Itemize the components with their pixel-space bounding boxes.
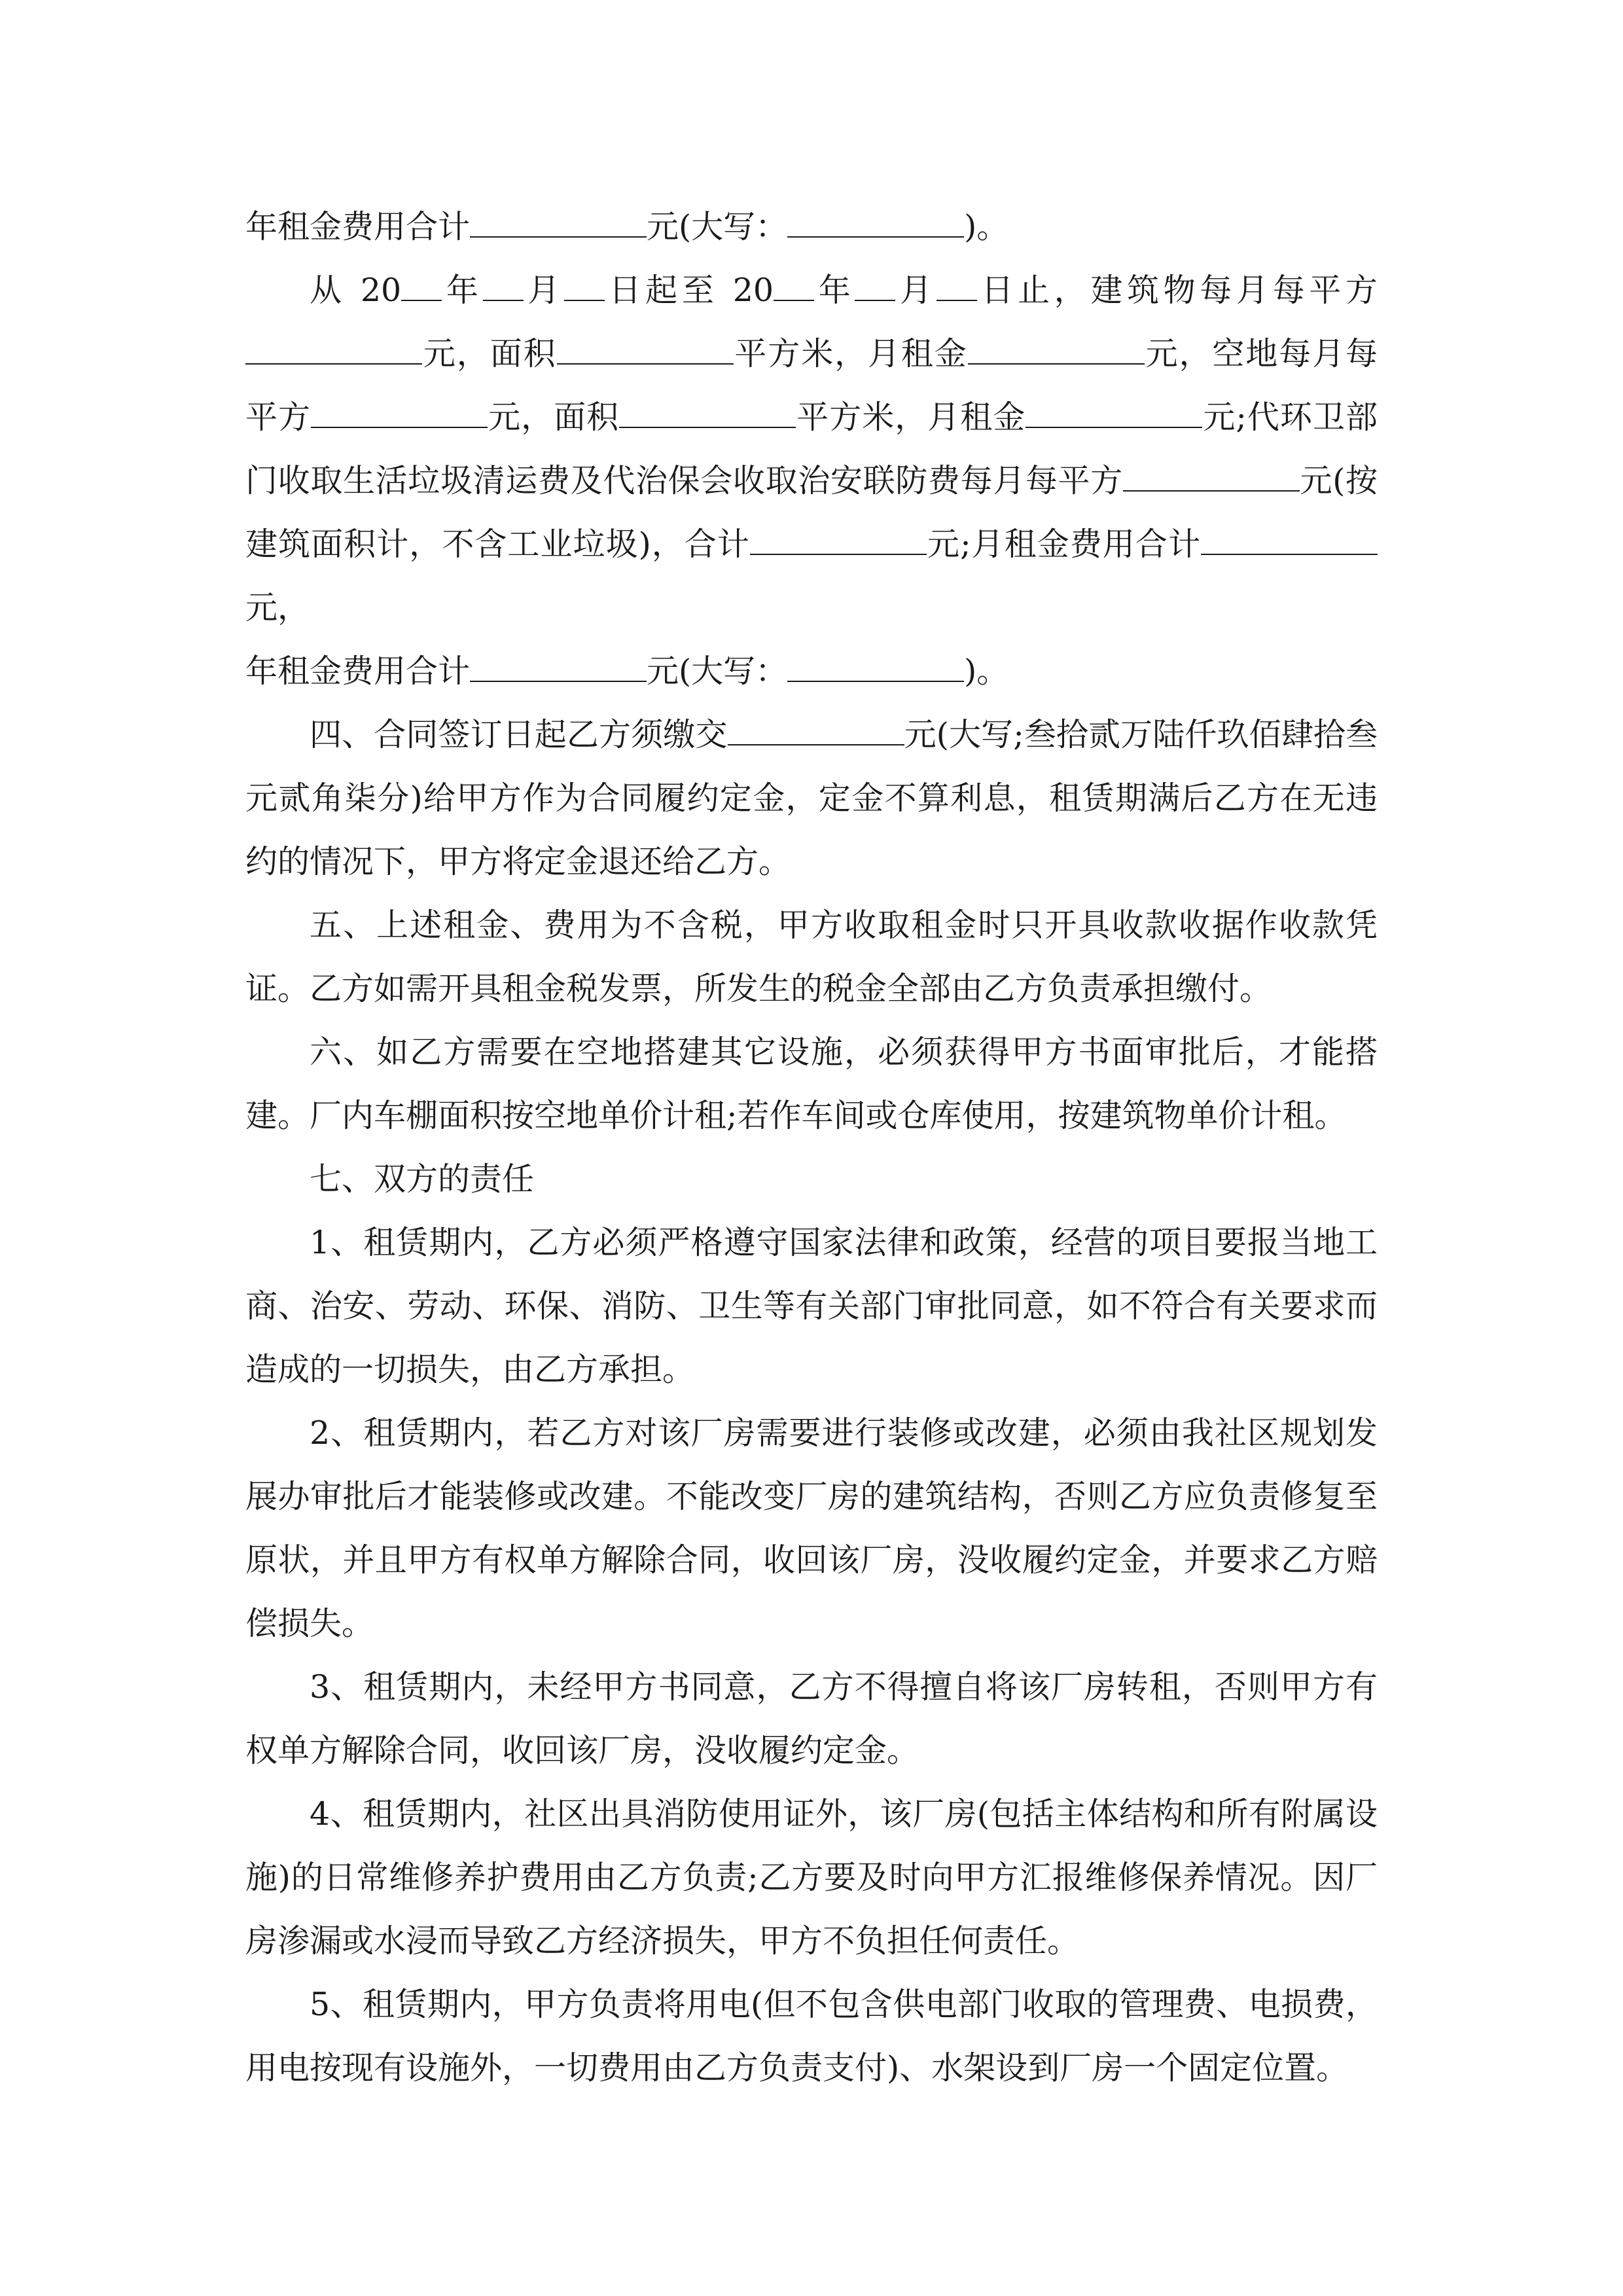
blank-field (1123, 461, 1300, 492)
blank-field (787, 207, 964, 238)
clause-2: 2、租赁期内，若乙方对该厂房需要进行装修或改建，必须由我社区规划发展办审批后才能装修或改建。不能改变厂房的建筑结构，否则乙方应负责修复至原状，并且甲方有权单方解除合同，收回该厂房，没收履约定金，并要求乙方赔偿损失。 (245, 1414, 1378, 1642)
rent-period-paragraph: 从 20 年 月 日起至 20 年 月 日止，建筑物每月每平方元，面积 平方米，月租金 元，空地每月每平方 元，面积 平方米，月租金 元;代环卫部门收取生活垃圾清运费及代治保会收取治安联防费每月每平方 元(按建筑面积计，不含工业垃圾)，合计 元;月租金费用合计元， (245, 272, 1378, 626)
blank-field (968, 334, 1145, 365)
deposit-paragraph: 四、合同签订日起乙方须缴交 元(大写;叁拾贰万陆仟玖佰肆拾叁元贰角柒分)给甲方作为合同履约定金，定金不算利息，租赁期满后乙方在无违约的情况下，甲方将定金退还给乙方。 (245, 716, 1378, 880)
clause-4: 4、租赁期内，社区出具消防使用证外，该厂房(包括主体结构和所有附属设施)的日常维修养护费用由乙方负责;乙方要及时向甲方汇报维修保养情况。因厂房渗漏或水浸而导致乙方经济损失，甲方不负担任何责任。 (245, 1795, 1378, 1960)
blank-field (470, 207, 647, 238)
blank-field (557, 334, 734, 365)
blank-field (483, 271, 524, 301)
blank-field (728, 715, 904, 745)
blank-field (1026, 398, 1202, 428)
blank-field (855, 271, 895, 301)
blank-field (619, 398, 796, 428)
document-body (245, 195, 1378, 2100)
blank-field (774, 271, 814, 301)
blank-field (564, 271, 605, 301)
blank-field (1201, 525, 1378, 555)
construction-paragraph: 六、如乙方需要在空地搭建其它设施，必须获得甲方书面审批后，才能搭建。厂内车棚面积按空地单价计租;若作车间或仓库使用，按建筑物单价计租。 (245, 1033, 1378, 1134)
blank-field (470, 652, 647, 682)
clause-1: 1、租赁期内，乙方必须严格遵守国家法律和政策，经营的项目要报当地工商、治安、劳动、环保、消防、卫生等有关部门审批同意，如不符合有关要求而造成的一切损失，由乙方承担。 (245, 1224, 1378, 1388)
annual-rent-line: 年租金费用合计 元(大写： )。 (245, 208, 1009, 245)
clause-3: 3、租赁期内，未经甲方书同意，乙方不得擅自将该厂房转租，否则甲方有权单方解除合同，收回该厂房，没收履约定金。 (245, 1668, 1378, 1769)
blank-field (787, 652, 964, 682)
clause-5: 5、租赁期内，甲方负责将用电(但不包含供电部门收取的管理费、电损费，用电按现有设施外，一切费用由乙方负责支付)、水架设到厂房一个固定位置。 (245, 1986, 1378, 2087)
blank-field (750, 525, 927, 555)
section-heading: 七、双方的责任 (310, 1160, 535, 1198)
tax-paragraph: 五、上述租金、费用为不含税，甲方收取租金时只开具收款收据作收款凭证。乙方如需开具租金税发票，所发生的税金全部由乙方负责承担缴付。 (245, 906, 1378, 1007)
blank-field (245, 334, 422, 365)
blank-field (401, 271, 442, 301)
blank-field (936, 271, 977, 301)
blank-field (311, 398, 488, 428)
annual-rent-line-repeat: 年租金费用合计 元(大写： )。 (245, 653, 1009, 690)
